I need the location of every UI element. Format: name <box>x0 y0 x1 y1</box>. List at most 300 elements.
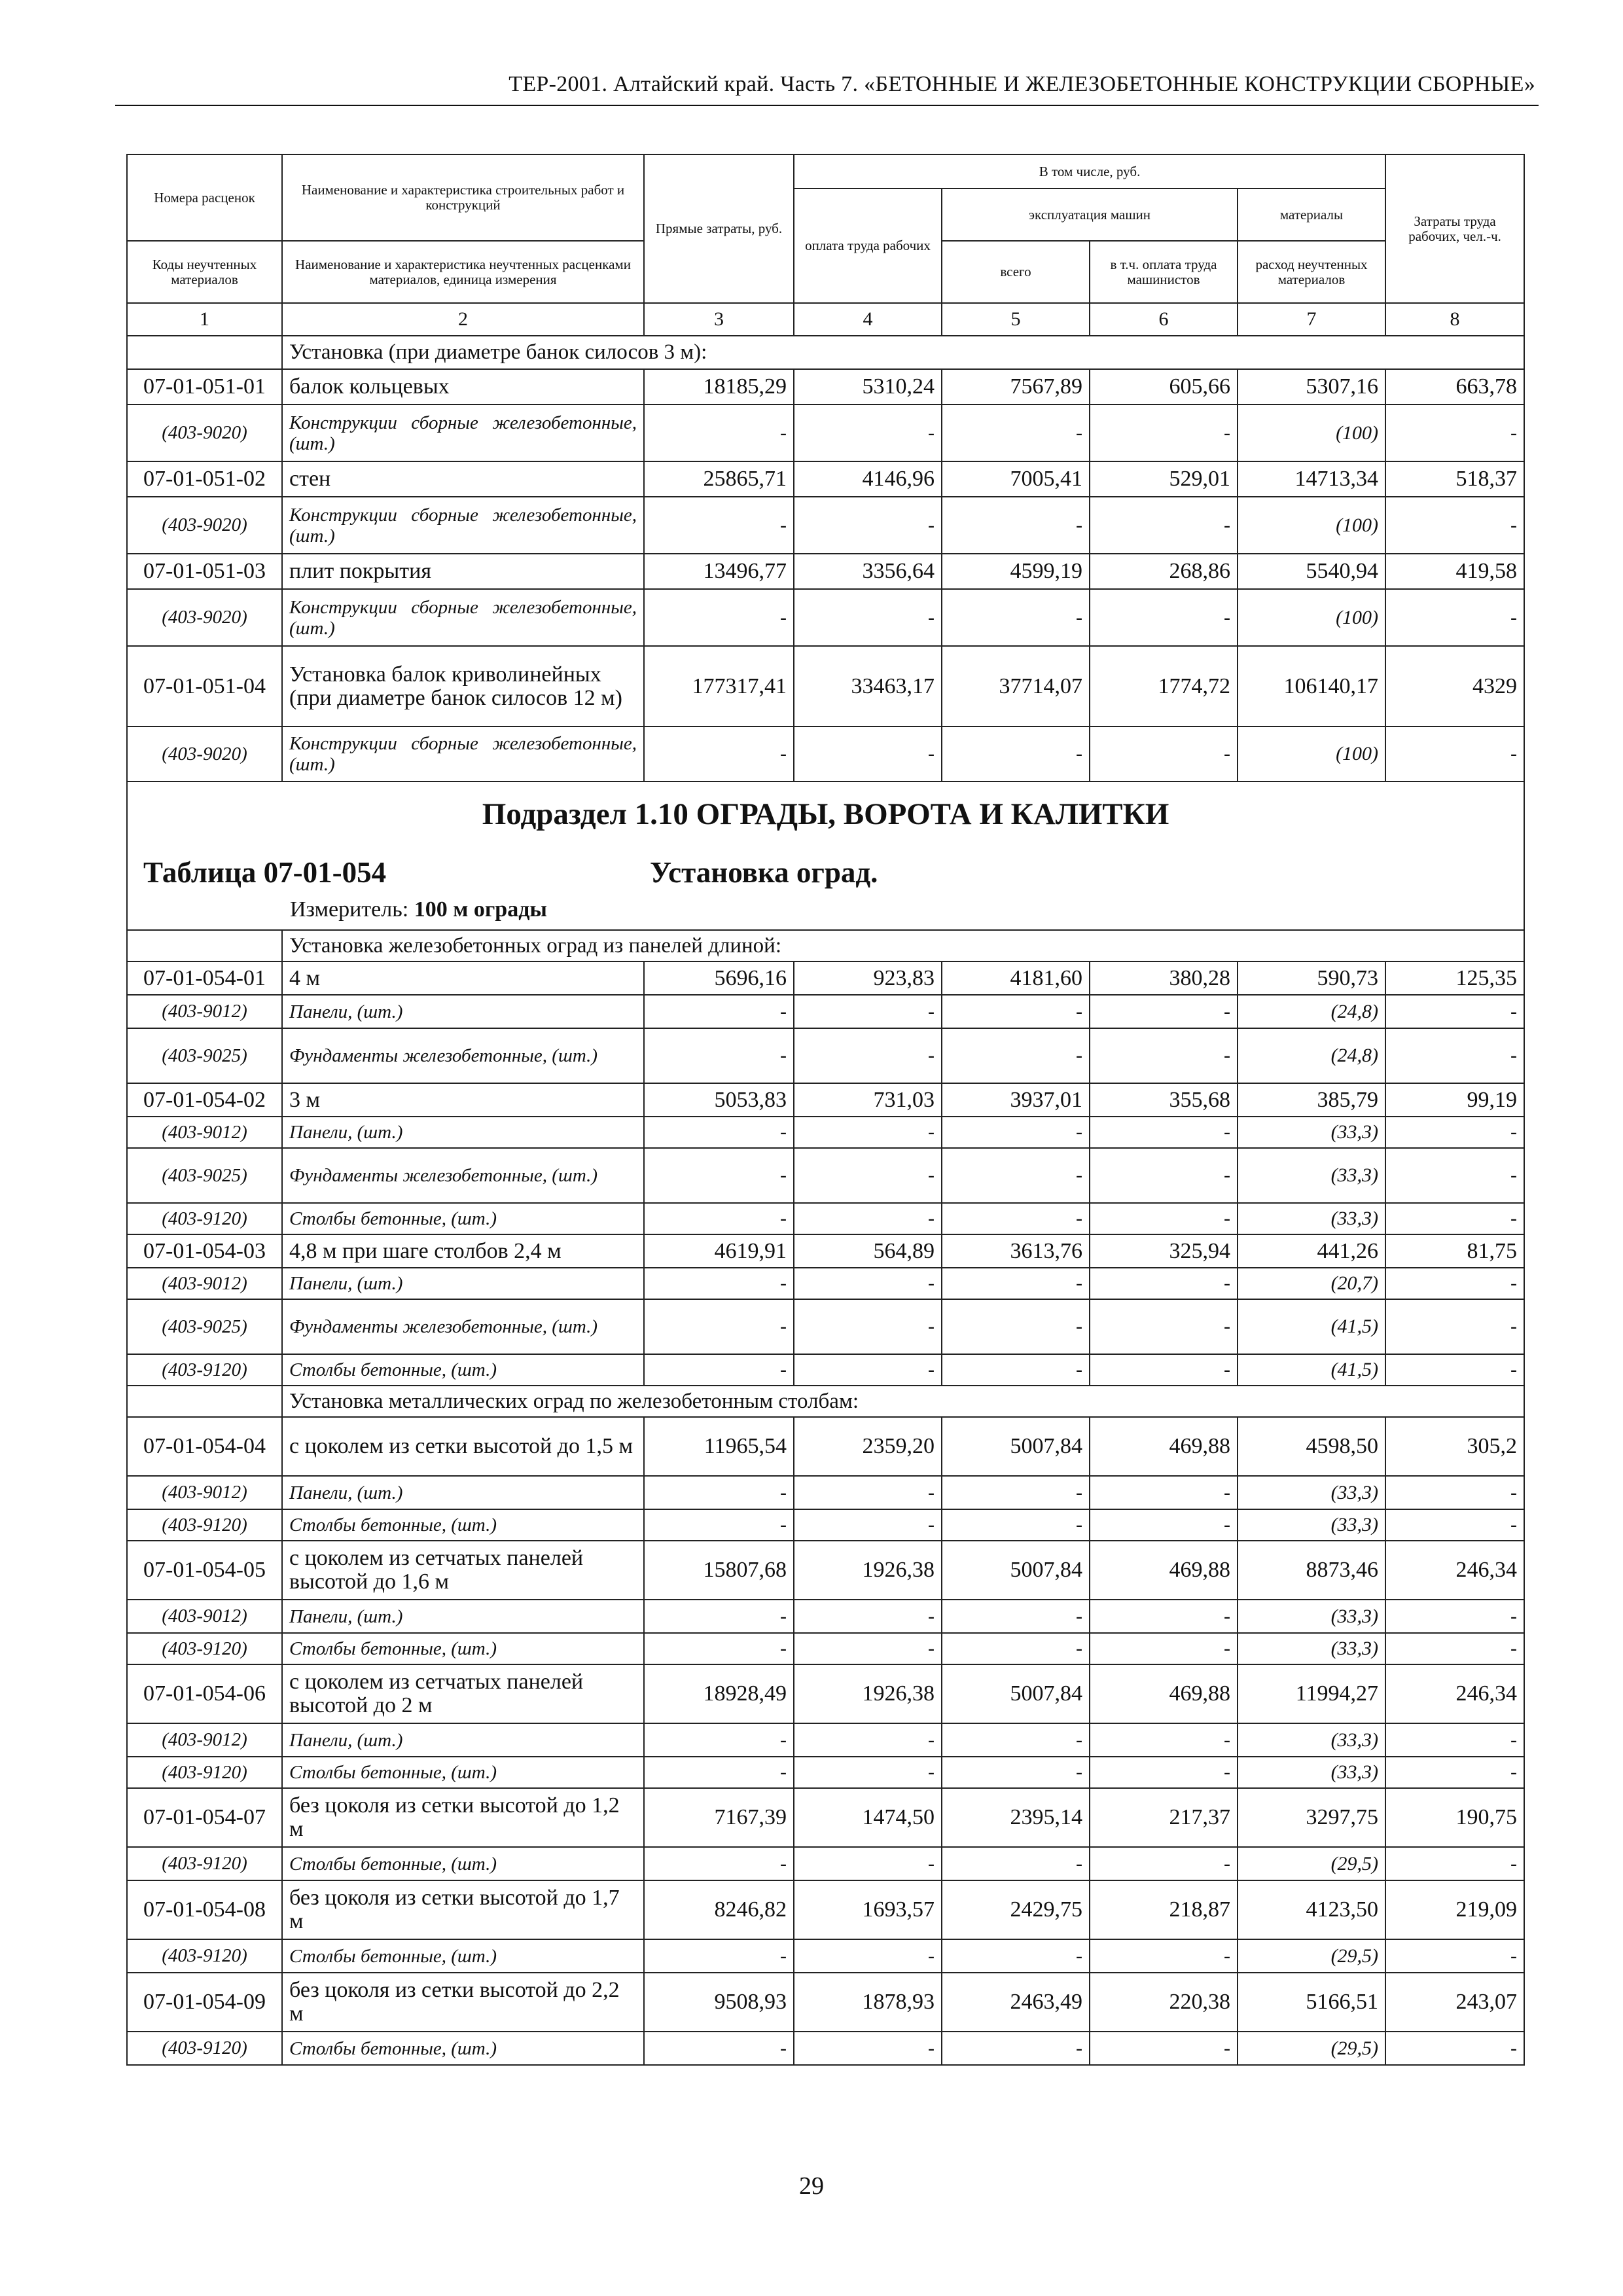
unit-line <box>290 897 547 922</box>
value-materials: 385,79 <box>1238 1083 1385 1117</box>
dash-cell: - <box>1385 1633 1524 1664</box>
dash-cell: - <box>1385 1939 1524 1973</box>
price-code: 07-01-054-08 <box>127 1880 282 1939</box>
material-name: Столбы бетонные, (шт.) <box>282 1757 644 1788</box>
dash-cell: - <box>1385 2032 1524 2065</box>
value-direct: 5696,16 <box>644 961 794 995</box>
value-hours: 4329 <box>1385 646 1524 726</box>
dash-cell: - <box>794 1117 942 1148</box>
work-name: 4 м <box>282 961 644 995</box>
work-name: с цоколем из сетчатых панелей высотой до 1,6 м <box>282 1541 644 1600</box>
material-qty: (29,5) <box>1238 1847 1385 1880</box>
dash-cell: - <box>794 1509 942 1541</box>
dash-cell: - <box>1090 1939 1238 1973</box>
price-row <box>127 369 1524 404</box>
dash-cell: - <box>942 497 1090 554</box>
dash-cell: - <box>1385 589 1524 646</box>
dash-cell: - <box>1090 1600 1238 1633</box>
work-name: стен <box>282 461 644 497</box>
value-mach-labor: 218,87 <box>1090 1880 1238 1939</box>
work-name: плит покрытия <box>282 554 644 589</box>
dash-cell: - <box>644 726 794 781</box>
material-name: Столбы бетонные, (шт.) <box>282 1354 644 1386</box>
dash-cell: - <box>942 1509 1090 1541</box>
value-direct: 15807,68 <box>644 1541 794 1600</box>
material-name: Конструкции сборные железобетонные, (шт.) <box>282 726 644 781</box>
material-qty: (33,3) <box>1238 1476 1385 1509</box>
dash-cell: - <box>1090 995 1238 1028</box>
material-row <box>127 1299 1524 1354</box>
column-number: 3 <box>644 303 794 336</box>
subsection-block <box>127 781 1524 930</box>
material-code: (403-9120) <box>127 1633 282 1664</box>
material-code: (403-9020) <box>127 589 282 646</box>
dash-cell: - <box>794 2032 942 2065</box>
material-row <box>127 1600 1524 1633</box>
column-number: 8 <box>1385 303 1524 336</box>
material-name: Фундаменты железобетонные, (шт.) <box>282 1028 644 1083</box>
value-materials: 106140,17 <box>1238 646 1385 726</box>
value-materials: 4123,50 <box>1238 1880 1385 1939</box>
price-code: 07-01-054-01 <box>127 961 282 995</box>
value-labor: 2359,20 <box>794 1417 942 1476</box>
dash-cell: - <box>644 1299 794 1354</box>
material-code: (403-9120) <box>127 1354 282 1386</box>
material-name: Столбы бетонные, (шт.) <box>282 1203 644 1234</box>
dash-cell: - <box>644 2032 794 2065</box>
dash-cell: - <box>942 1757 1090 1788</box>
price-row <box>127 1880 1524 1939</box>
dash-cell: - <box>794 1847 942 1880</box>
value-mach-labor: 469,88 <box>1090 1417 1238 1476</box>
dash-cell: - <box>644 404 794 461</box>
material-code: (403-9012) <box>127 1723 282 1757</box>
dash-cell: - <box>1385 404 1524 461</box>
material-row <box>127 726 1524 781</box>
value-materials: 441,26 <box>1238 1234 1385 1268</box>
price-row <box>127 1788 1524 1847</box>
price-row <box>127 1234 1524 1268</box>
value-direct: 18185,29 <box>644 369 794 404</box>
dash-cell: - <box>644 1028 794 1083</box>
dash-cell: - <box>644 1757 794 1788</box>
dash-cell: - <box>794 1723 942 1757</box>
price-code: 07-01-054-04 <box>127 1417 282 1476</box>
value-labor: 731,03 <box>794 1083 942 1117</box>
value-hours: 125,35 <box>1385 961 1524 995</box>
dash-cell: - <box>1385 1757 1524 1788</box>
dash-cell: - <box>1385 1268 1524 1299</box>
group-heading-row <box>127 1386 1524 1417</box>
column-number-row <box>127 303 1524 336</box>
dash-cell: - <box>644 1148 794 1203</box>
price-code: 07-01-054-07 <box>127 1788 282 1847</box>
dash-cell: - <box>644 1268 794 1299</box>
col5-header: всего <box>942 241 1090 303</box>
material-qty: (33,3) <box>1238 1203 1385 1234</box>
value-mach: 2395,14 <box>942 1788 1090 1847</box>
price-row <box>127 1973 1524 2032</box>
value-materials: 14713,34 <box>1238 461 1385 497</box>
dash-cell: - <box>1385 497 1524 554</box>
material-code: (403-9012) <box>127 1476 282 1509</box>
dash-cell: - <box>1385 1476 1524 1509</box>
material-row <box>127 1268 1524 1299</box>
value-materials: 3297,75 <box>1238 1788 1385 1847</box>
dash-cell: - <box>644 1723 794 1757</box>
material-qty: (100) <box>1238 497 1385 554</box>
material-row <box>127 995 1524 1028</box>
value-hours: 663,78 <box>1385 369 1524 404</box>
material-row <box>127 1939 1524 1973</box>
material-row <box>127 1117 1524 1148</box>
value-hours: 99,19 <box>1385 1083 1524 1117</box>
work-name: без цоколя из сетки высотой до 1,2 м <box>282 1788 644 1847</box>
value-direct: 9508,93 <box>644 1973 794 2032</box>
material-name: Конструкции сборные железобетонные, (шт.) <box>282 404 644 461</box>
material-code: (403-9120) <box>127 1757 282 1788</box>
price-row <box>127 1541 1524 1600</box>
material-code: (403-9120) <box>127 2032 282 2065</box>
dash-cell: - <box>1090 404 1238 461</box>
price-row <box>127 461 1524 497</box>
material-qty: (33,3) <box>1238 1723 1385 1757</box>
value-direct: 11965,54 <box>644 1417 794 1476</box>
material-row <box>127 404 1524 461</box>
value-mach-labor: 380,28 <box>1090 961 1238 995</box>
material-code: (403-9120) <box>127 1847 282 1880</box>
material-name: Панели, (шт.) <box>282 1476 644 1509</box>
value-hours: 190,75 <box>1385 1788 1524 1847</box>
value-mach: 3613,76 <box>942 1234 1090 1268</box>
material-qty: (33,3) <box>1238 1117 1385 1148</box>
dash-cell: - <box>1090 589 1238 646</box>
material-name: Столбы бетонные, (шт.) <box>282 1847 644 1880</box>
machines-header: эксплуатация машин <box>942 188 1238 241</box>
material-qty: (100) <box>1238 589 1385 646</box>
dash-cell: - <box>1090 1028 1238 1083</box>
col3-header: Прямые затраты, руб. <box>644 154 794 303</box>
material-qty: (100) <box>1238 726 1385 781</box>
material-name: Конструкции сборные железобетонные, (шт.) <box>282 497 644 554</box>
material-row <box>127 497 1524 554</box>
material-row <box>127 589 1524 646</box>
dash-cell: - <box>942 1723 1090 1757</box>
dash-cell: - <box>644 1600 794 1633</box>
value-materials: 590,73 <box>1238 961 1385 995</box>
subsection-title: Подраздел 1.10 ОГРАДЫ, ВОРОТА И КАЛИТКИ <box>482 797 1169 831</box>
value-direct: 13496,77 <box>644 554 794 589</box>
material-qty: (41,5) <box>1238 1299 1385 1354</box>
dash-cell: - <box>1385 1299 1524 1354</box>
column-number: 5 <box>942 303 1090 336</box>
material-qty: (24,8) <box>1238 995 1385 1028</box>
value-labor: 5310,24 <box>794 369 942 404</box>
dash-cell: - <box>1385 1028 1524 1083</box>
material-name: Фундаменты железобетонные, (шт.) <box>282 1148 644 1203</box>
work-name: Установка балок криволинейных (при диаметре банок силосов 12 м) <box>282 646 644 726</box>
column-number: 6 <box>1090 303 1238 336</box>
dash-cell: - <box>942 2032 1090 2065</box>
value-mach: 4181,60 <box>942 961 1090 995</box>
column-number: 2 <box>282 303 644 336</box>
material-row <box>127 1847 1524 1880</box>
work-name: 3 м <box>282 1083 644 1117</box>
material-qty: (33,3) <box>1238 1633 1385 1664</box>
materials-header: материалы <box>1238 188 1385 241</box>
value-mach: 2463,49 <box>942 1973 1090 2032</box>
dash-cell: - <box>644 1117 794 1148</box>
value-direct: 7167,39 <box>644 1788 794 1847</box>
dash-cell: - <box>1090 2032 1238 2065</box>
value-hours: 81,75 <box>1385 1234 1524 1268</box>
material-qty: (33,3) <box>1238 1509 1385 1541</box>
dash-cell: - <box>794 1268 942 1299</box>
dash-cell: - <box>942 1268 1090 1299</box>
material-row <box>127 1476 1524 1509</box>
dash-cell: - <box>644 1203 794 1234</box>
col6-header: в т.ч. оплата труда машинистов <box>1090 241 1238 303</box>
material-name: Конструкции сборные железобетонные, (шт.) <box>282 589 644 646</box>
value-mach-labor: 469,88 <box>1090 1541 1238 1600</box>
price-row <box>127 1417 1524 1476</box>
dash-cell: - <box>1090 1476 1238 1509</box>
dash-cell: - <box>794 1476 942 1509</box>
value-labor: 1474,50 <box>794 1788 942 1847</box>
dash-cell: - <box>1385 1354 1524 1386</box>
value-mach-labor: 325,94 <box>1090 1234 1238 1268</box>
group-heading: Установка (при диаметре банок силосов 3 м): <box>282 336 1524 369</box>
dash-cell: - <box>1090 1268 1238 1299</box>
header-rule <box>115 105 1539 106</box>
dash-cell: - <box>794 404 942 461</box>
group-header: В том числе, руб. <box>794 154 1385 188</box>
value-mach: 3937,01 <box>942 1083 1090 1117</box>
price-code: 07-01-051-01 <box>127 369 282 404</box>
value-direct: 18928,49 <box>644 1664 794 1723</box>
table-body <box>127 303 1524 2065</box>
price-row <box>127 1664 1524 1723</box>
dash-cell: - <box>794 726 942 781</box>
dash-cell: - <box>1385 1509 1524 1541</box>
material-qty: (33,3) <box>1238 1757 1385 1788</box>
group-heading-row <box>127 930 1524 961</box>
value-mach: 7567,89 <box>942 369 1090 404</box>
column-number: 7 <box>1238 303 1385 336</box>
value-labor: 3356,64 <box>794 554 942 589</box>
value-labor: 923,83 <box>794 961 942 995</box>
material-name: Панели, (шт.) <box>282 995 644 1028</box>
value-mach-labor: 469,88 <box>1090 1664 1238 1723</box>
page-number: 29 <box>799 2172 824 2200</box>
value-mach-labor: 220,38 <box>1090 1973 1238 2032</box>
dash-cell: - <box>794 1203 942 1234</box>
dash-cell: - <box>644 1633 794 1664</box>
dash-cell: - <box>942 1299 1090 1354</box>
dash-cell: - <box>1090 1203 1238 1234</box>
dash-cell: - <box>942 995 1090 1028</box>
value-hours: 243,07 <box>1385 1973 1524 2032</box>
table-label: Таблица 07-01-054 <box>143 856 387 889</box>
dash-cell: - <box>942 1028 1090 1083</box>
material-code: (403-9012) <box>127 1600 282 1633</box>
price-code: 07-01-051-02 <box>127 461 282 497</box>
material-qty: (29,5) <box>1238 1939 1385 1973</box>
dash-cell: - <box>942 1354 1090 1386</box>
dash-cell: - <box>644 1476 794 1509</box>
dash-cell: - <box>1090 1509 1238 1541</box>
group-spacer-cell <box>127 930 282 961</box>
value-direct: 177317,41 <box>644 646 794 726</box>
dash-cell: - <box>794 1757 942 1788</box>
material-name: Панели, (шт.) <box>282 1117 644 1148</box>
table-title: Установка оград. <box>650 856 878 889</box>
material-row <box>127 1633 1524 1664</box>
value-mach: 7005,41 <box>942 461 1090 497</box>
col1-header-top: Номера расценок <box>127 154 282 241</box>
col8-header: Затраты труда рабочих, чел.-ч. <box>1385 154 1524 303</box>
dash-cell: - <box>794 1148 942 1203</box>
material-qty: (33,3) <box>1238 1148 1385 1203</box>
material-code: (403-9012) <box>127 995 282 1028</box>
dash-cell: - <box>794 1633 942 1664</box>
price-code: 07-01-054-06 <box>127 1664 282 1723</box>
value-labor: 1926,38 <box>794 1664 942 1723</box>
value-mach-labor: 355,68 <box>1090 1083 1238 1117</box>
material-code: (403-9020) <box>127 726 282 781</box>
value-materials: 5166,51 <box>1238 1973 1385 2032</box>
dash-cell: - <box>1385 1117 1524 1148</box>
material-qty: (41,5) <box>1238 1354 1385 1386</box>
material-code: (403-9025) <box>127 1028 282 1083</box>
dash-cell: - <box>644 1847 794 1880</box>
value-direct: 25865,71 <box>644 461 794 497</box>
work-name: с цоколем из сетчатых панелей высотой до 2 м <box>282 1664 644 1723</box>
work-name: без цоколя из сетки высотой до 1,7 м <box>282 1880 644 1939</box>
price-code: 07-01-054-02 <box>127 1083 282 1117</box>
material-qty: (29,5) <box>1238 2032 1385 2065</box>
material-row <box>127 1757 1524 1788</box>
value-labor: 1926,38 <box>794 1541 942 1600</box>
value-labor: 4146,96 <box>794 461 942 497</box>
material-row <box>127 1509 1524 1541</box>
col4-header: оплата труда рабочих <box>794 188 942 303</box>
dash-cell: - <box>1385 1847 1524 1880</box>
material-code: (403-9120) <box>127 1509 282 1541</box>
value-labor: 33463,17 <box>794 646 942 726</box>
dash-cell: - <box>1090 1117 1238 1148</box>
dash-cell: - <box>942 1203 1090 1234</box>
material-name: Столбы бетонные, (шт.) <box>282 1939 644 1973</box>
subsection-row <box>127 781 1524 930</box>
value-materials: 11994,27 <box>1238 1664 1385 1723</box>
price-row <box>127 554 1524 589</box>
value-direct: 8246,82 <box>644 1880 794 1939</box>
value-mach: 4599,19 <box>942 554 1090 589</box>
material-name: Фундаменты железобетонные, (шт.) <box>282 1299 644 1354</box>
dash-cell: - <box>1385 1600 1524 1633</box>
price-code: 07-01-054-05 <box>127 1541 282 1600</box>
dash-cell: - <box>794 995 942 1028</box>
dash-cell: - <box>644 995 794 1028</box>
material-qty: (20,7) <box>1238 1268 1385 1299</box>
dash-cell: - <box>1090 726 1238 781</box>
material-code: (403-9020) <box>127 497 282 554</box>
column-number: 1 <box>127 303 282 336</box>
material-row <box>127 1148 1524 1203</box>
dash-cell: - <box>794 1354 942 1386</box>
material-row <box>127 1354 1524 1386</box>
value-mach: 5007,84 <box>942 1664 1090 1723</box>
dash-cell: - <box>942 726 1090 781</box>
dash-cell: - <box>794 1028 942 1083</box>
group-heading: Установка металлических оград по железобетонным столбам: <box>282 1386 1524 1417</box>
dash-cell: - <box>794 497 942 554</box>
value-materials: 5540,94 <box>1238 554 1385 589</box>
price-code: 07-01-051-04 <box>127 646 282 726</box>
col2-header-top: Наименование и характеристика строительных работ и конструкций <box>282 154 644 241</box>
dash-cell: - <box>1090 1757 1238 1788</box>
work-name: 4,8 м при шаге столбов 2,4 м <box>282 1234 644 1268</box>
work-name: балок кольцевых <box>282 369 644 404</box>
dash-cell: - <box>942 404 1090 461</box>
material-name: Столбы бетонные, (шт.) <box>282 1509 644 1541</box>
work-name: без цоколя из сетки высотой до 2,2 м <box>282 1973 644 2032</box>
price-row <box>127 961 1524 995</box>
dash-cell: - <box>644 1939 794 1973</box>
value-hours: 419,58 <box>1385 554 1524 589</box>
dash-cell: - <box>794 1939 942 1973</box>
dash-cell: - <box>942 1847 1090 1880</box>
dash-cell: - <box>1385 1203 1524 1234</box>
value-mach: 5007,84 <box>942 1417 1090 1476</box>
material-code: (403-9012) <box>127 1268 282 1299</box>
col7-header: расход неучтенных материалов <box>1238 241 1385 303</box>
value-hours: 219,09 <box>1385 1880 1524 1939</box>
dash-cell: - <box>1090 1723 1238 1757</box>
material-row <box>127 1203 1524 1234</box>
price-code: 07-01-051-03 <box>127 554 282 589</box>
unit-value: 100 м ограды <box>414 897 547 922</box>
col2-header-bottom: Наименование и характеристика неучтенных расценками материалов, единица измерения <box>282 241 644 303</box>
column-number: 4 <box>794 303 942 336</box>
value-mach: 37714,07 <box>942 646 1090 726</box>
value-mach-labor: 529,01 <box>1090 461 1238 497</box>
value-labor: 564,89 <box>794 1234 942 1268</box>
group-heading: Установка железобетонных оград из панелей длиной: <box>282 930 1524 961</box>
dash-cell: - <box>644 497 794 554</box>
dash-cell: - <box>1090 1354 1238 1386</box>
dash-cell: - <box>942 589 1090 646</box>
value-direct: 5053,83 <box>644 1083 794 1117</box>
price-row <box>127 1083 1524 1117</box>
material-name: Панели, (шт.) <box>282 1268 644 1299</box>
value-labor: 1693,57 <box>794 1880 942 1939</box>
header-row <box>127 154 1524 188</box>
dash-cell: - <box>1385 995 1524 1028</box>
material-qty: (24,8) <box>1238 1028 1385 1083</box>
group-spacer-cell <box>127 1386 282 1417</box>
dash-cell: - <box>794 1600 942 1633</box>
material-name: Панели, (шт.) <box>282 1723 644 1757</box>
running-header: ТЕР-2001. Алтайский край. Часть 7. «БЕТОННЫЕ И ЖЕЛЕЗОБЕТОННЫЕ КОНСТРУКЦИИ СБОРНЫЕ» <box>508 72 1535 96</box>
material-name: Столбы бетонные, (шт.) <box>282 1633 644 1664</box>
unit-prefix: Измеритель: <box>290 897 409 922</box>
value-mach: 5007,84 <box>942 1541 1090 1600</box>
dash-cell: - <box>942 1633 1090 1664</box>
price-code: 07-01-054-03 <box>127 1234 282 1268</box>
dash-cell: - <box>644 589 794 646</box>
